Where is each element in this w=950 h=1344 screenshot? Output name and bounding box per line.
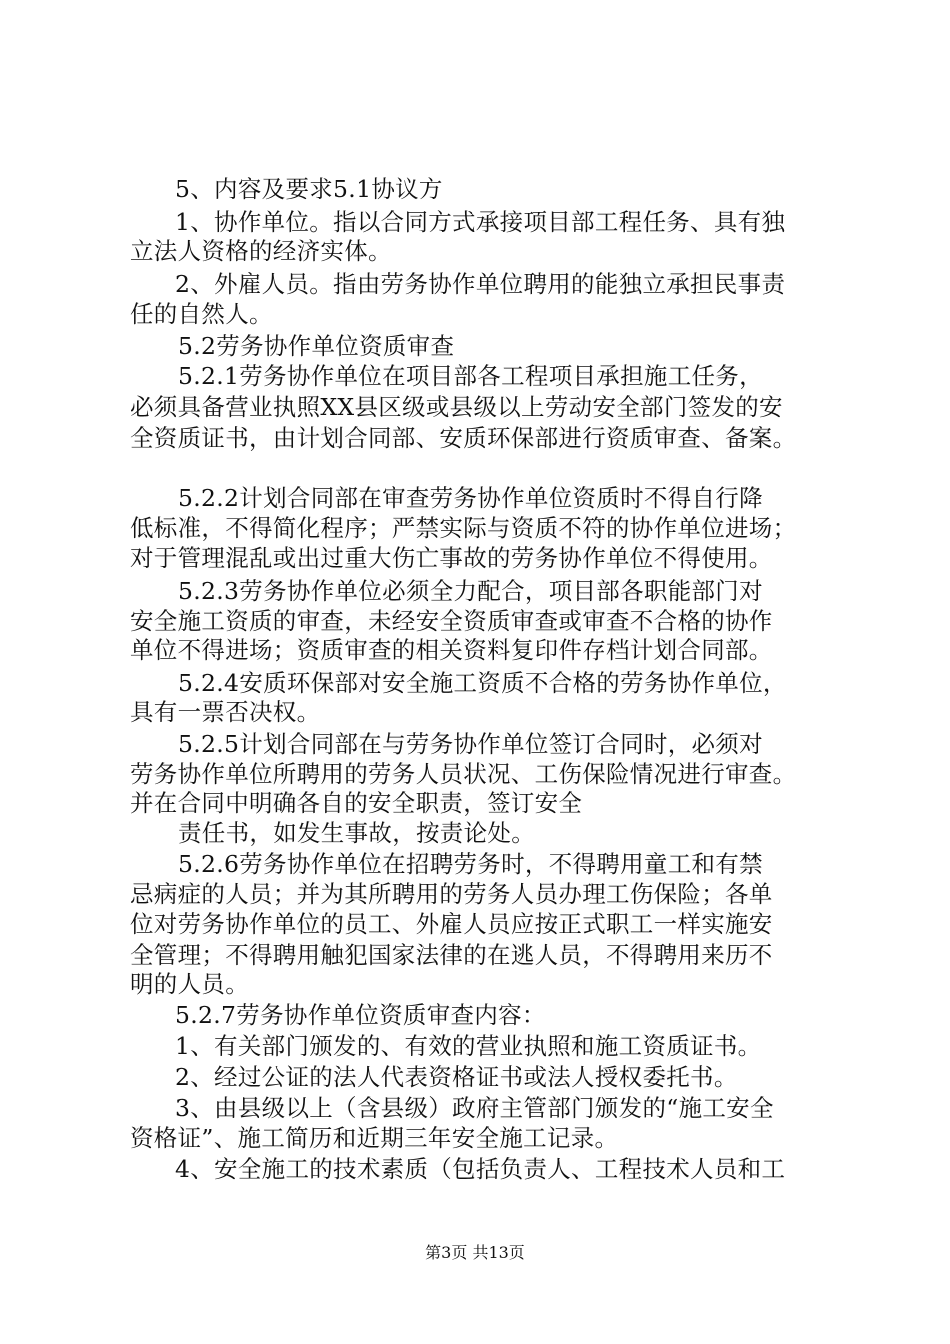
text-line: 5.2.1劳务协作单位在项目部各工程项目承担施工任务， (178, 362, 763, 390)
text-line: 5.2劳务协作单位资质审查 (178, 332, 455, 360)
text-line: 5.2.6劳务协作单位在招聘劳务时，不得聘用童工和有禁 (178, 850, 763, 878)
text-line: 1、协作单位。指以合同方式承接项目部工程任务、具有独 (175, 208, 786, 236)
text-line: 任的自然人。 (130, 300, 273, 328)
text-line: 5.2.7劳务协作单位资质审查内容： (175, 1001, 546, 1029)
text-line: 5.2.3劳务协作单位必须全力配合，项目部各职能部门对 (178, 577, 763, 605)
text-line: 对于管理混乱或出过重大伤亡事故的劳务协作单位不得使用。 (130, 544, 773, 572)
text-line: 低标准，不得简化程序；严禁实际与资质不符的协作单位进场； (130, 514, 797, 542)
text-line: 5.2.4安质环保部对安全施工资质不合格的劳务协作单位， (178, 669, 787, 697)
text-line: 4、安全施工的技术素质（包括负责人、工程技术人员和工 (175, 1155, 786, 1183)
text-line: 位对劳务协作单位的员工、外雇人员应按正式职工一样实施安 (130, 910, 773, 938)
text-line: 1、有关部门颁发的、有效的营业执照和施工资质证书。 (175, 1032, 762, 1060)
text-line: 必须具备营业执照XX县区级或县级以上劳动安全部门签发的安 (130, 393, 783, 421)
text-line: 2、外雇人员。指由劳务协作单位聘用的能独立承担民事责 (175, 270, 786, 298)
text-line: 5.2.5计划合同部在与劳务协作单位签订合同时，必须对 (178, 730, 763, 758)
text-line: 单位不得进场；资质审查的相关资料复印件存档计划合同部。 (130, 636, 773, 664)
text-line: 全管理；不得聘用触犯国家法律的在逃人员，不得聘用来历不 (130, 941, 773, 969)
text-line: 3、由县级以上（含县级）政府主管部门颁发的“施工安全 (175, 1094, 774, 1122)
text-line: 明的人员。 (130, 970, 249, 998)
text-line: 全资质证书，由计划合同部、安质环保部进行资质审查、备案。 (130, 424, 797, 452)
text-line: 劳务协作单位所聘用的劳务人员状况、工伤保险情况进行审查。 (130, 760, 797, 788)
text-line: 5.2.2计划合同部在审查劳务协作单位资质时不得自行降 (178, 484, 763, 512)
text-line: 资格证”、施工简历和近期三年安全施工记录。 (130, 1124, 619, 1152)
text-line: 2、经过公证的法人代表资格证书或法人授权委托书。 (175, 1063, 738, 1091)
text-line: 具有一票否决权。 (130, 698, 321, 726)
page-number-footer: 第3页 共13页 (425, 1243, 525, 1262)
text-line: 责任书，如发生事故，按责论处。 (178, 819, 535, 847)
text-line: 立法人资格的经济实体。 (130, 237, 392, 265)
text-line: 安全施工资质的审查，未经安全资质审查或审查不合格的协作 (130, 607, 773, 635)
text-line: 忌病症的人员；并为其所聘用的劳务人员办理工伤保险；各单 (130, 880, 773, 908)
text-line: 5、内容及要求5.1协议方 (175, 175, 443, 203)
text-line: 并在合同中明确各自的安全职责，签订安全 (130, 789, 583, 817)
